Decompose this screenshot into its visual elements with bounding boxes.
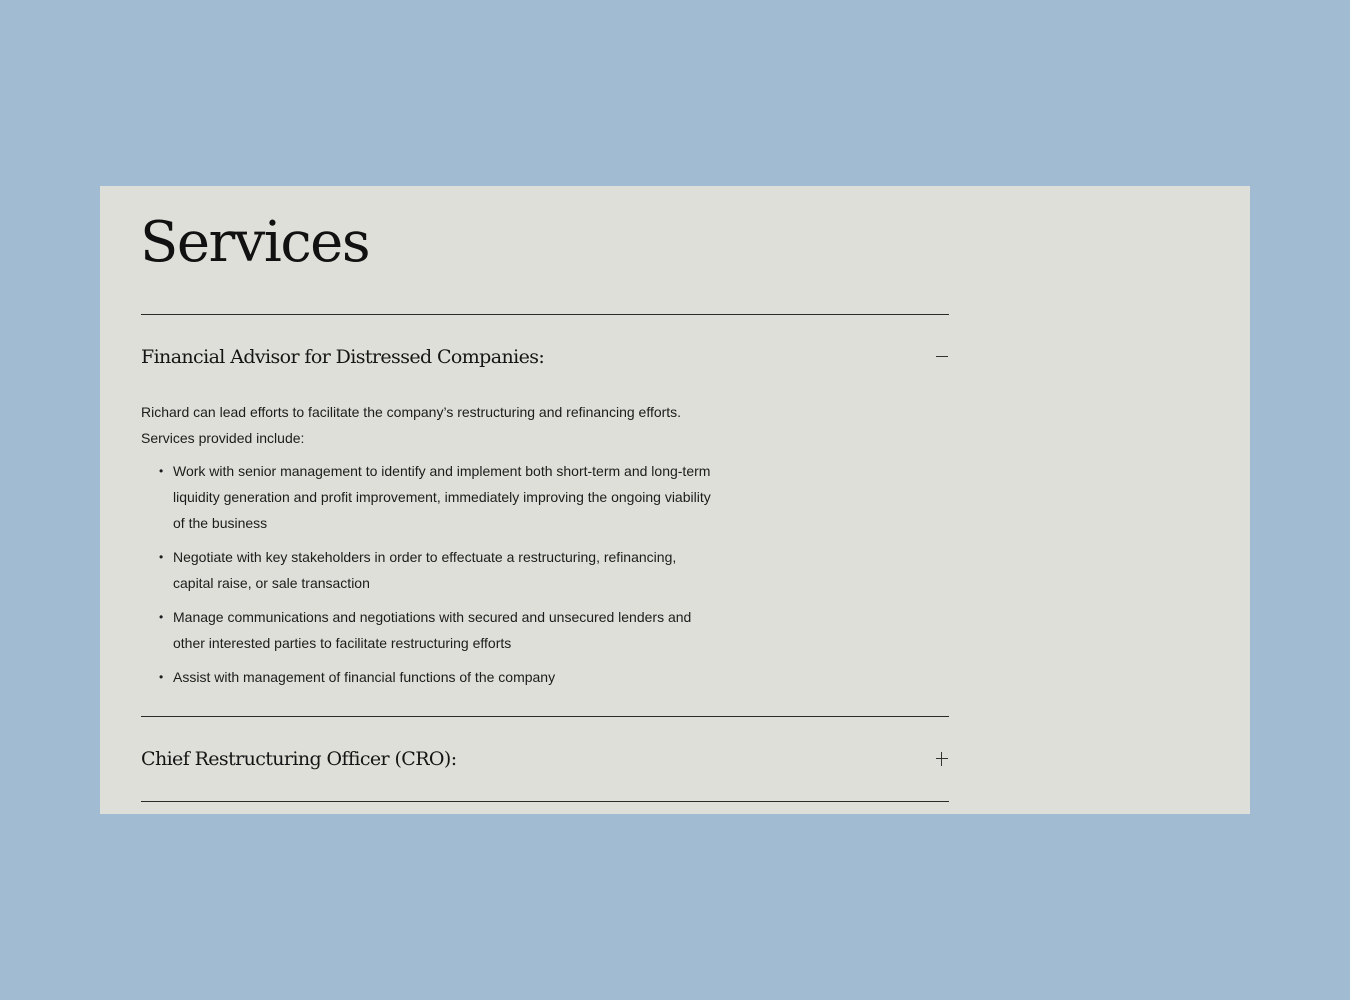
list-item xyxy=(159,458,711,536)
services-panel xyxy=(100,186,1250,814)
plus-icon[interactable] xyxy=(935,752,949,766)
accordion-title: Chief Restructuring Officer (CRO): xyxy=(141,748,457,770)
accordion-header-financial-advisor[interactable] xyxy=(141,315,949,399)
bullet-icon: • xyxy=(159,610,164,624)
minus-icon[interactable] xyxy=(935,350,949,364)
list-item-text: Manage communications and negotiations with secured and unsecured lenders and other interested parties to facilitate restructuring efforts xyxy=(173,609,692,651)
services-accordion xyxy=(141,314,949,802)
list-item xyxy=(159,664,711,690)
accordion-body-financial-advisor xyxy=(141,399,711,716)
list-item xyxy=(159,544,711,596)
list-item-text: Work with senior management to identify and implement both short-term and long-term liquidity generation and profit improvement, immediately improving the ongoing viability of the business xyxy=(173,463,711,531)
bullet-icon: • xyxy=(159,670,164,684)
bullet-icon: • xyxy=(159,464,164,478)
accordion-header-cro[interactable] xyxy=(141,717,949,801)
list-item-text: Negotiate with key stakeholders in order to effectuate a restructuring, refinancing, capital raise, or sale transaction xyxy=(173,549,677,591)
accordion-title: Financial Advisor for Distressed Companies: xyxy=(141,346,545,368)
accordion-intro-text: Richard can lead efforts to facilitate the company’s restructuring and refinancing efforts. Services provided include: xyxy=(141,404,682,446)
list-item xyxy=(159,604,711,656)
accordion-item-financial-advisor xyxy=(141,314,949,716)
bullet-icon: • xyxy=(159,550,164,564)
accordion-item-cro xyxy=(141,716,949,802)
section-title: Services xyxy=(140,210,370,275)
services-list xyxy=(141,458,711,690)
list-item-text: Assist with management of financial functions of the company xyxy=(173,669,556,685)
